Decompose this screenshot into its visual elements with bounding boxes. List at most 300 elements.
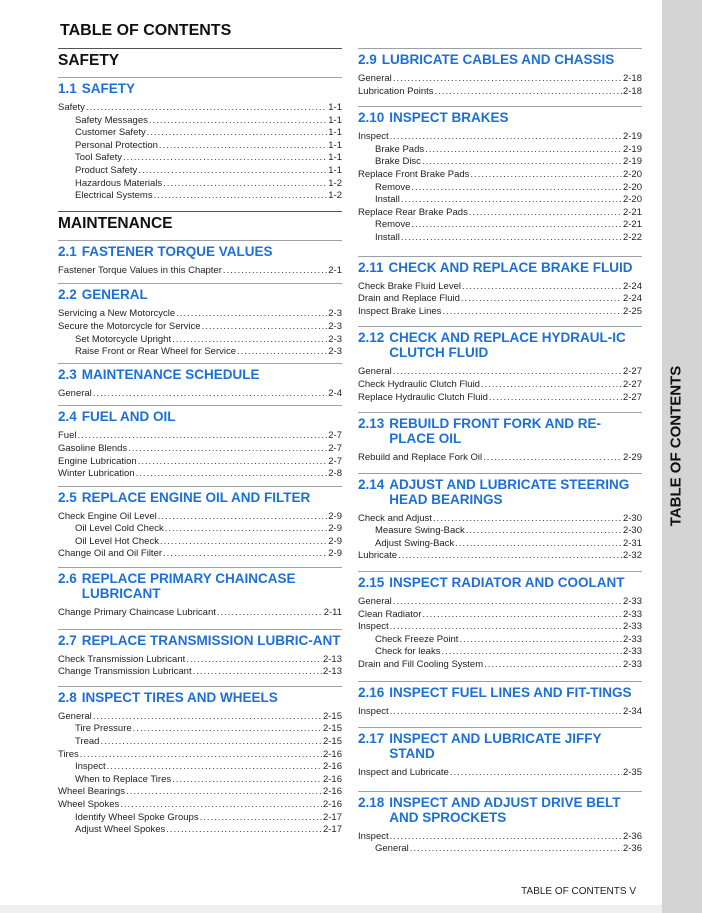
toc-entry-page: 2-9 [328,510,342,522]
toc-entry[interactable] [358,156,642,169]
toc-section [358,412,642,465]
toc-entry[interactable] [358,843,642,856]
toc-entry[interactable] [58,321,342,334]
toc-entry-title: Brake Disc [375,156,421,168]
bottom-edge-band [0,905,662,913]
toc-entry-title: Wheel Bearings [58,786,126,798]
section-number: 2.9 [358,52,377,67]
toc-entry[interactable] [358,538,642,551]
toc-entry-title: Replace Rear Brake Pads [358,206,468,218]
toc-section [58,686,342,837]
toc-entry-page: 2-24 [622,280,642,292]
toc-entry[interactable] [58,178,342,191]
toc-entry-page: 2-3 [328,333,342,345]
dot-leader [398,550,622,563]
toc-entry[interactable] [358,169,642,182]
part-heading: SAFETY [58,48,342,73]
toc-entry-title: Hazardous Materials [75,177,163,189]
toc-entry-title: Inspect Brake Lines [358,305,442,317]
section-heading[interactable] [358,571,642,590]
section-number: 2.4 [58,409,77,425]
dot-leader [459,634,622,647]
toc-entry-page: 2-33 [622,608,642,620]
dot-leader [469,207,622,220]
dot-leader [138,165,327,178]
toc-section [358,473,642,563]
toc-entry[interactable] [358,131,642,144]
dot-leader [128,443,327,456]
toc-entry-title: Inspect [358,705,389,717]
toc-entry[interactable] [58,456,342,469]
dot-leader [202,321,328,334]
toc-entry-title: Lubricate [358,550,398,562]
toc-entry[interactable] [358,452,642,465]
toc-entry[interactable] [358,281,642,294]
toc-entry[interactable] [58,140,342,153]
dot-leader [123,152,327,165]
section-title: REPLACE ENGINE OIL AND FILTER [81,489,311,505]
section-number: 2.15 [358,575,385,591]
toc-entry[interactable] [358,293,642,306]
toc-entry-title: Tread [75,736,100,748]
dot-leader [393,596,622,609]
dot-leader [484,659,622,672]
toc-entry[interactable] [58,308,342,321]
toc-entry-title: Clean Radiator [358,608,422,620]
toc-section [358,256,642,319]
toc-entry-title: Safety [58,102,85,113]
toc-entry-title: Check Hydraulic Clutch Fluid [358,378,480,390]
section-title: CHECK AND REPLACE BRAKE FLUID [388,259,633,275]
toc-entry[interactable] [358,706,642,719]
section-heading[interactable] [358,256,642,275]
toc-entry-title: Fastener Torque Values in this Chapter [58,264,222,276]
toc-entry[interactable] [58,824,342,837]
section-title: LUBRICATE CABLES AND CHASSIS [381,52,615,67]
dot-leader [126,786,322,799]
section-number: 2.14 [358,476,385,492]
section-number: 2.3 [58,366,77,382]
toc-entry-title: Check Engine Oil Level [58,510,157,522]
toc-entry[interactable] [58,443,342,456]
toc-entry-title: Winter Lubrication [58,468,135,480]
toc-entry-title: Check and Adjust [358,512,432,524]
section-title: INSPECT RADIATOR AND COOLANT [389,575,625,591]
toc-entry-title: Adjust Swing-Back [375,537,455,549]
section-title: ADJUST AND LUBRICATE STEERING HEAD BEARINGS [389,476,630,507]
dot-leader [411,219,622,232]
section-number: 2.5 [58,489,77,505]
toc-entry-title: Rebuild and Replace Fork Oil [358,452,483,464]
toc-entry-page: 2-9 [328,535,342,547]
side-tab-label: TABLE OF CONTENTS [667,365,685,527]
toc-section [358,48,642,98]
toc-section [358,727,642,780]
toc-entry-title: Tire Pressure [75,723,132,735]
section-title: CHECK AND REPLACE HYDRAUL-IC CLUTCH FLUID [389,330,626,361]
toc-entry[interactable] [358,767,642,780]
toc-entry-page: 2-16 [322,748,342,760]
toc-entry-title: Inspect [75,761,106,773]
toc-entry-page: 2-16 [322,786,342,798]
toc-entry[interactable] [58,711,342,724]
dot-leader [80,749,322,762]
section-heading[interactable] [58,283,342,302]
section-number: 2.10 [358,110,385,126]
toc-entry-title: Replace Front Brake Pads [358,168,470,180]
toc-entry-title: Tool Safety [75,152,122,164]
toc-section [58,77,342,203]
section-heading[interactable] [58,240,342,259]
toc-section [358,791,642,856]
toc-entry[interactable] [58,127,342,140]
dot-leader [390,706,622,719]
toc-section [358,571,642,672]
dot-leader [462,281,622,294]
toc-entry-title: Check for leaks [375,646,441,658]
dot-leader [442,306,622,319]
section-heading[interactable] [358,412,642,446]
toc-entry-page: 2-13 [322,666,342,678]
toc-entry-page: 2-9 [328,548,342,560]
dot-leader [159,140,327,153]
toc-entry-title: Gasoline Blends [58,442,128,454]
part-heading: MAINTENANCE [58,211,342,236]
toc-entry-page: 1-2 [328,177,342,189]
section-title: INSPECT FUEL LINES AND FIT-TINGS [389,684,632,700]
toc-entry[interactable] [358,550,642,563]
toc-entry[interactable] [58,115,342,128]
toc-entry[interactable] [58,511,342,524]
page-title: TABLE OF CONTENTS [60,22,232,39]
toc-entry[interactable] [58,536,342,549]
toc-entry[interactable] [358,306,642,319]
toc-entry-title: General [358,596,392,608]
dot-leader [176,308,327,321]
section-heading[interactable] [358,681,642,700]
toc-entry-page: 2-27 [622,378,642,390]
toc-entry[interactable] [358,182,642,195]
toc-entry-title: Install [375,194,400,206]
toc-entry[interactable] [358,609,642,622]
toc-entry-page: 1-1 [328,114,342,126]
toc-entry-title: Raise Front or Rear Wheel for Service [75,346,237,358]
dot-leader [136,468,328,481]
section-title: INSPECT BRAKES [389,110,509,126]
toc-entry-page: 2-7 [328,430,342,442]
toc-entry-title: Check Brake Fluid Level [358,280,461,292]
toc-entry-page: 2-3 [328,308,342,320]
toc-entry-title: Oil Level Cold Check [75,523,164,535]
toc-entry-page: 2-18 [622,85,642,97]
section-title: MAINTENANCE SCHEDULE [81,366,260,382]
toc-entry[interactable] [358,86,642,99]
section-title: FUEL AND OIL [81,409,176,425]
section-number: 2.8 [58,689,77,705]
toc-entry-title: Product Safety [75,164,138,176]
toc-entry-page: 1-2 [328,190,342,202]
toc-section [58,567,342,620]
toc-section [358,106,642,244]
dot-leader [455,538,622,551]
section-title: SAFETY [81,81,136,96]
dot-leader [186,654,322,667]
toc-entry-title: General [358,73,392,84]
toc-entry[interactable] [58,607,342,620]
dot-leader [93,388,327,401]
toc-entry-title: Safety Messages [75,114,148,126]
toc-entry-page: 2-36 [622,843,642,855]
toc-section [58,629,342,679]
toc-entry[interactable] [358,831,642,844]
toc-entry-title: Lubrication Points [358,85,434,97]
dot-leader [237,346,327,359]
toc-entry-page: 2-20 [622,194,642,206]
toc-entry[interactable] [358,207,642,220]
section-number: 2.7 [58,632,77,648]
dot-leader [422,156,622,169]
toc-section [58,283,342,358]
toc-entry-title: Replace Hydraulic Clutch Fluid [358,391,488,403]
toc-entry[interactable] [58,749,342,762]
toc-entry-title: Change Oil and Oil Filter [58,548,163,560]
toc-entry-title: Inspect [358,131,389,143]
toc-entry[interactable] [58,548,342,561]
toc-entry-title: Inspect and Lubricate [358,767,449,779]
toc-entry-title: Wheel Spokes [58,799,120,810]
page-footer: TABLE OF CONTENTS V [521,886,636,897]
dot-leader [425,144,622,157]
toc-entry[interactable] [358,379,642,392]
toc-entry-page: 2-30 [622,525,642,537]
dot-leader [223,265,327,278]
toc-entry[interactable] [58,523,342,536]
dot-leader [154,190,328,203]
toc-entry-title: Measure Swing-Back [375,525,465,537]
toc-entry[interactable] [358,596,642,609]
section-heading[interactable] [58,629,342,648]
toc-entry-page: 1-1 [328,102,342,113]
toc-entry-page: 2-7 [328,455,342,467]
toc-entry[interactable] [358,144,642,157]
section-number: 2.11 [358,259,384,275]
toc-entry[interactable] [358,634,642,647]
toc-entry-title: Personal Protection [75,139,158,151]
toc-entry-title: Change Primary Chaincase Lubricant [58,607,216,619]
toc-entry[interactable] [358,219,642,232]
toc-entry[interactable] [58,165,342,178]
dot-leader [390,831,622,844]
toc-entry[interactable] [358,513,642,526]
toc-section [58,363,342,401]
toc-entry-title: Remove [375,219,411,231]
section-number: 2.13 [358,416,385,432]
toc-entry-page: 2-3 [328,320,342,332]
toc-entry[interactable] [358,621,642,634]
section-heading[interactable] [358,326,642,360]
toc-entry-title: Tires [58,748,79,760]
dot-leader [390,131,622,144]
section-number: 2.2 [58,287,77,303]
section-title: GENERAL [81,287,148,303]
dot-leader [149,115,327,128]
toc-entry-title: Adjust Wheel Spokes [75,824,166,836]
toc-entry-page: 2-33 [622,659,642,671]
toc-entry-page: 2-31 [622,537,642,549]
section-number: 2.1 [58,243,77,259]
toc-entry[interactable] [58,265,342,278]
section-heading[interactable] [58,567,342,601]
dot-leader [401,194,622,207]
toc-entry[interactable] [58,786,342,799]
toc-entry-page: 2-8 [328,468,342,480]
dot-leader [411,182,622,195]
dot-leader [158,511,328,524]
section-number: 2.16 [358,684,385,700]
dot-leader [138,456,328,469]
section-title: INSPECT AND LUBRICATE JIFFY STAND [389,731,602,762]
toc-entry-page: 2-25 [622,305,642,317]
toc-entry[interactable] [58,102,342,115]
toc-entry-page: 2-27 [622,391,642,403]
toc-entry[interactable] [58,666,342,679]
toc-entry-title: Drain and Replace Fluid [358,293,460,305]
toc-entry-page: 2-33 [622,621,642,633]
toc-entry[interactable] [358,525,642,538]
dot-leader [422,609,622,622]
toc-entry[interactable] [58,346,342,359]
toc-section [58,405,342,480]
toc-entry[interactable] [58,799,342,812]
section-heading[interactable] [58,363,342,382]
dot-leader [441,646,622,659]
toc-entry-page: 1-1 [328,139,342,151]
toc-entry-title: Brake Pads [375,143,425,155]
toc-entry[interactable] [358,392,642,405]
dot-leader [470,169,622,182]
toc-entry[interactable] [58,774,342,787]
section-title: REPLACE PRIMARY CHAINCASE LUBRICANT [81,571,296,602]
dot-leader [172,774,322,787]
toc-entry-page: 2-30 [622,512,642,524]
toc-entry-page: 2-16 [322,761,342,773]
toc-entry[interactable] [58,723,342,736]
dot-leader [193,666,322,679]
toc-entry-page: 2-29 [622,452,642,464]
section-heading[interactable] [58,686,342,705]
toc-entry-page: 2-19 [622,156,642,168]
toc-entry[interactable] [58,388,342,401]
section-number: 1.1 [58,81,77,96]
dot-leader [147,127,328,140]
toc-entry[interactable] [58,430,342,443]
dot-leader [489,392,622,405]
dot-leader [133,723,322,736]
toc-entry-title: Check Freeze Point [375,633,459,645]
dot-leader [163,178,327,191]
section-heading[interactable] [358,727,642,761]
toc-entry[interactable] [358,194,642,207]
toc-entry[interactable] [358,73,642,86]
toc-entry-page: 2-19 [622,143,642,155]
toc-entry-title: Set Motorcycle Upright [75,333,172,345]
toc-entry-title: Engine Lubrication [58,455,137,467]
dot-leader [165,523,328,536]
section-heading[interactable] [58,405,342,424]
section-number: 2.6 [58,571,77,587]
section-title: REBUILD FRONT FORK AND RE-PLACE OIL [389,416,602,447]
section-title: REPLACE TRANSMISSION LUBRIC-ANT [81,632,341,648]
toc-entry[interactable] [58,468,342,481]
dot-leader [401,232,622,245]
section-number: 2.18 [358,794,385,810]
toc-entry-page: 2-1 [328,264,342,276]
section-heading[interactable] [58,77,342,96]
toc-section [358,326,642,404]
toc-entry[interactable] [358,646,642,659]
toc-entry-page: 2-20 [622,181,642,193]
toc-entry-page: 2-33 [622,633,642,645]
section-heading[interactable] [58,486,342,505]
dot-leader [461,293,622,306]
dot-leader [433,513,622,526]
toc-entry-page: 2-9 [328,523,342,535]
toc-entry-title: General [58,710,92,722]
toc-entry-title: Fuel [58,430,77,442]
toc-entry-page: 2-33 [622,646,642,658]
toc-entry-page: 2-19 [622,131,642,143]
toc-column-left [58,48,342,837]
toc-column-right [358,48,642,856]
section-heading[interactable] [358,473,642,507]
toc-entry-title: Customer Safety [75,127,146,139]
toc-entry-title: Electrical Systems [75,190,153,202]
dot-leader [77,430,327,443]
dot-leader [483,452,622,465]
dot-leader [100,736,322,749]
dot-leader [466,525,622,538]
section-heading[interactable] [358,791,642,825]
dot-leader [390,621,622,634]
toc-entry-title: Inspect [358,830,389,842]
toc-entry[interactable] [58,761,342,774]
section-heading[interactable] [358,48,642,67]
toc-entry-page: 2-13 [322,653,342,665]
toc-entry[interactable] [358,659,642,672]
section-title: INSPECT AND ADJUST DRIVE BELT AND SPROCKETS [389,794,621,825]
section-number: 2.12 [358,330,385,346]
toc-entry[interactable] [58,152,342,165]
toc-entry[interactable] [58,190,342,203]
toc-section [58,240,342,278]
toc-entry-title: Drain and Fill Cooling System [358,659,484,671]
toc-entry-page: 2-11 [323,607,342,619]
toc-entry-title: Oil Level Hot Check [75,535,159,547]
toc-entry[interactable] [58,334,342,347]
toc-entry-title: General [375,843,409,855]
toc-entry-page: 2-27 [622,366,642,378]
toc-entry[interactable] [358,366,642,379]
toc-entry[interactable] [58,736,342,749]
toc-entry[interactable] [58,812,342,825]
toc-entry[interactable] [358,232,642,245]
toc-entry[interactable] [58,654,342,667]
toc-entry-page: 2-34 [622,705,642,717]
toc-entry-page: 2-15 [322,710,342,722]
section-heading[interactable] [358,106,642,125]
toc-entry-page: 2-32 [622,550,642,562]
toc-entry-page: 2-17 [322,824,342,836]
